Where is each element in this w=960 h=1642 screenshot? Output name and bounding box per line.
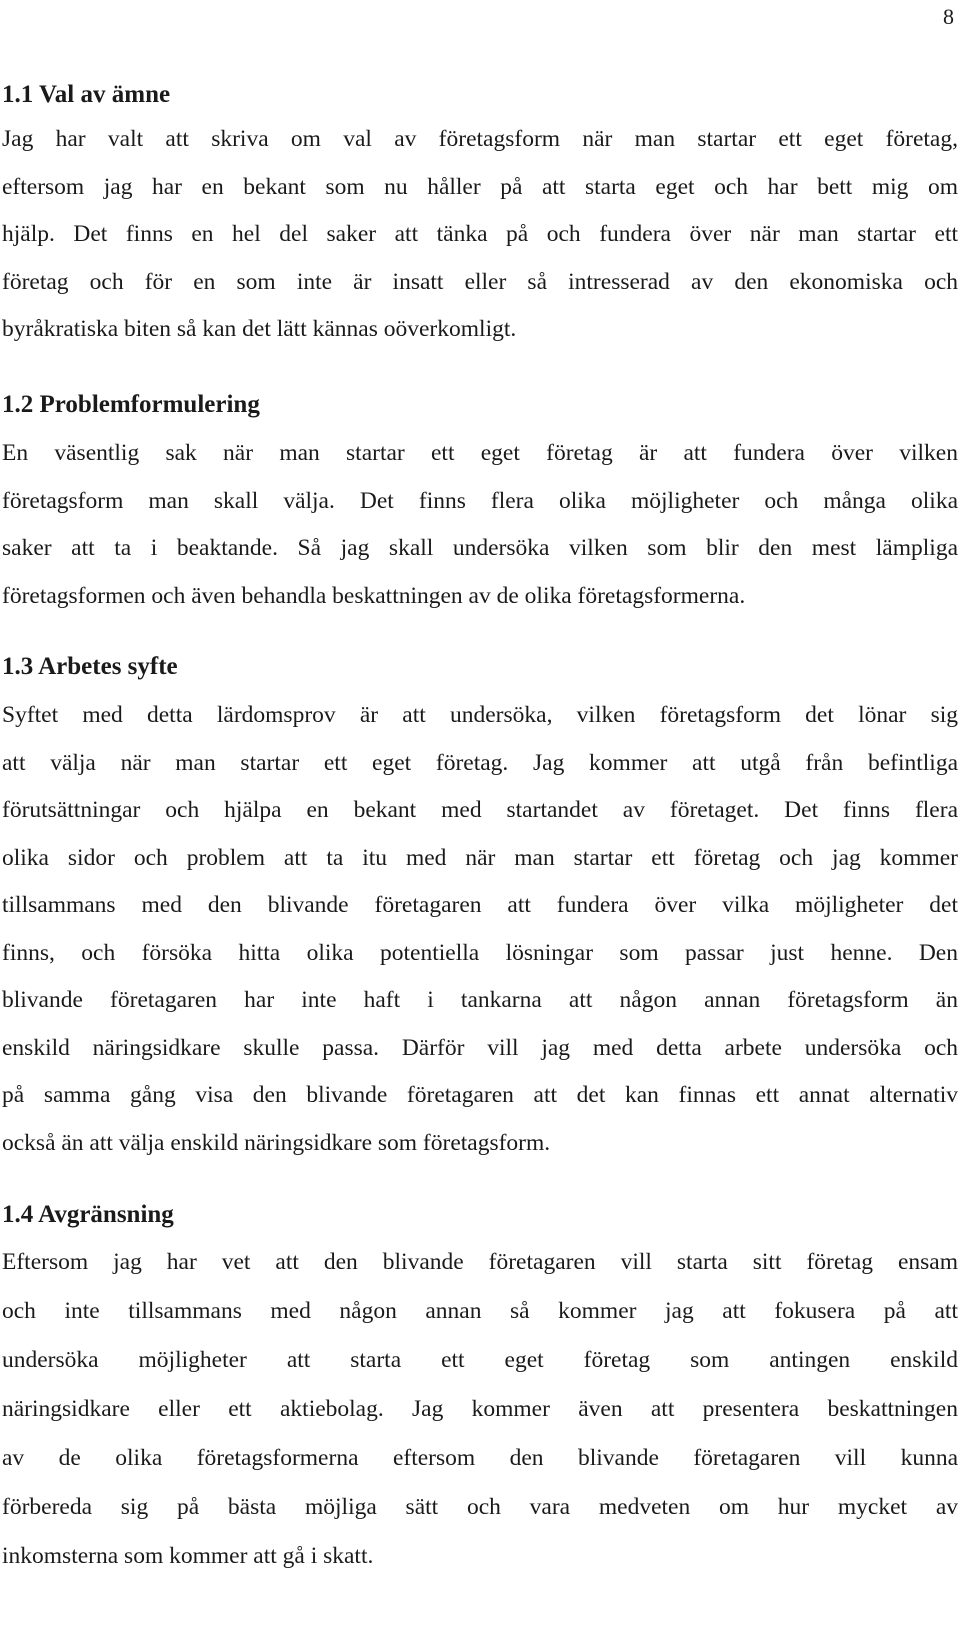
section-paragraph <box>2 430 958 620</box>
text-line: Eftersom jag har vet att den blivande företagaren vill starta sitt företag ensam <box>2 1249 958 1275</box>
section-paragraph <box>2 692 958 1167</box>
text-line: Syftet med detta lärdomsprov är att undersöka, vilken företagsform det lönar sig <box>2 702 958 728</box>
section-heading: 1.3 Arbetes syfte <box>2 653 178 680</box>
text-line: Jag har valt att skriva om val av företagsform när man startar ett eget företag, <box>2 126 958 152</box>
section-heading: 1.2 Problemformulering <box>2 391 260 418</box>
text-line: också än att välja enskild näringsidkare som företagsform. <box>2 1129 551 1156</box>
section-val-av-amne <box>2 80 958 354</box>
text-line: tillsammans med den blivande företagaren att fundera över vilka möjligheter det <box>2 892 958 918</box>
section-heading: 1.4 Avgränsning <box>2 1201 174 1228</box>
section-problemformulering <box>2 390 958 620</box>
text-line: inkomsterna som kommer att gå i skatt. <box>2 1543 374 1569</box>
section-paragraph <box>2 1238 958 1581</box>
text-line: hjälp. Det finns en hel del saker att tänka på och fundera över när man startar ett <box>2 221 958 247</box>
text-line: blivande företagaren har inte haft i tankarna att någon annan företagsform än <box>2 987 958 1013</box>
text-line: enskild näringsidkare skulle passa. Därför vill jag med detta arbete undersöka och <box>2 1034 958 1061</box>
section-paragraph <box>2 116 958 354</box>
section-arbetes-syfte <box>2 652 958 1167</box>
text-line: finns, och försöka hitta olika potentiella lösningar som passar just henne. Den <box>2 939 958 966</box>
text-line: undersöka möjligheter att starta ett eget företag som antingen enskild <box>2 1347 958 1373</box>
text-line: En väsentlig sak när man startar ett eget företag är att fundera över vilken <box>2 440 958 466</box>
text-line: olika sidor och problem att ta itu med när man startar ett företag och jag kommer <box>2 844 958 871</box>
text-line: förbereda sig på bästa möjliga sätt och vara medveten om hur mycket av <box>2 1494 958 1520</box>
section-avgransning <box>2 1200 958 1581</box>
text-line: företag och för en som inte är insatt eller så intresserad av den ekonomiska och <box>2 268 958 295</box>
text-line: företagsform man skall välja. Det finns flera olika möjligheter och många olika <box>2 487 958 514</box>
text-line: företagsformen och även behandla beskattningen av de olika företagsformerna. <box>2 582 746 609</box>
text-line: att välja när man startar ett eget företag. Jag kommer att utgå från befintliga <box>2 749 958 776</box>
section-heading: 1.1 Val av ämne <box>2 81 171 108</box>
text-line: eftersom jag har en bekant som nu håller på att starta eget och har bett mig om <box>2 173 958 200</box>
text-line: och inte tillsammans med någon annan så kommer jag att fokusera på att <box>2 1298 958 1324</box>
text-line: av de olika företagsformerna eftersom den blivande företagaren vill kunna <box>2 1445 958 1471</box>
page-number: 8 <box>943 4 954 29</box>
text-line: saker att ta i beaktande. Så jag skall undersöka vilken som blir den mest lämpliga <box>2 535 958 561</box>
text-line: näringsidkare eller ett aktiebolag. Jag kommer även att presentera beskattningen <box>2 1396 958 1422</box>
text-line: förutsättningar och hjälpa en bekant med startandet av företaget. Det finns flera <box>2 797 958 823</box>
text-line: byråkratiska biten så kan det lätt kännas oöverkomligt. <box>2 316 517 342</box>
text-line: på samma gång visa den blivande företagaren att det kan finnas ett annat alternativ <box>2 1082 958 1108</box>
